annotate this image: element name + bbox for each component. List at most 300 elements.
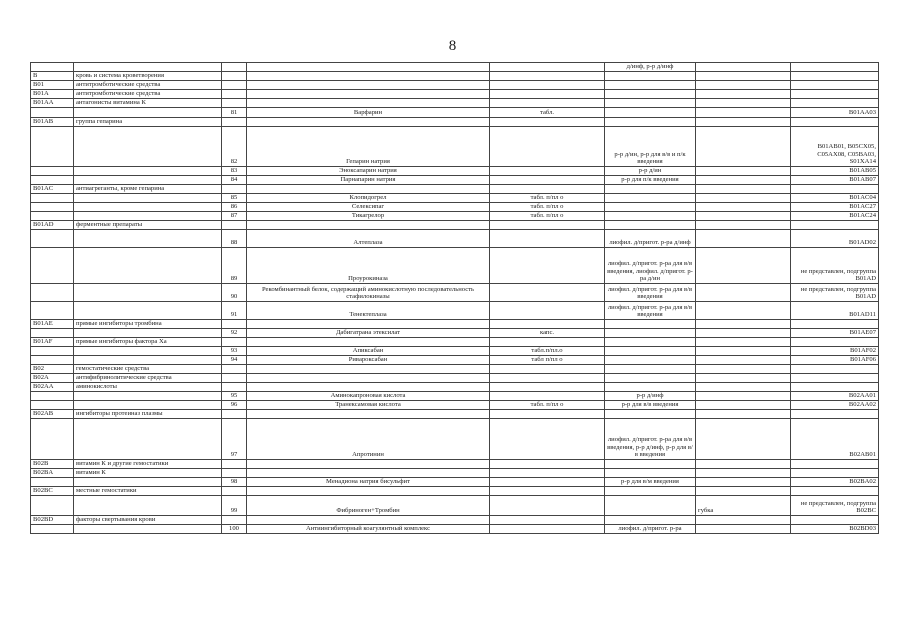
table-row — [31, 383, 879, 392]
cell-pres: р-р д/ин, р-р для в/в и п/к введения — [605, 127, 696, 167]
cell-drug: Парнапарин натрия — [247, 176, 490, 185]
cell-atc — [791, 469, 879, 478]
cell-name: антагонисты витамина К — [74, 99, 222, 108]
cell-drug: Рекомбинантный белок, содержащий аминокислотную последовательность стафилокиназы — [247, 284, 490, 302]
cell-code — [31, 356, 74, 365]
cell-atc — [791, 365, 879, 374]
cell-code — [31, 419, 74, 460]
cell-num — [222, 99, 247, 108]
cell-atc: B01AB07 — [791, 176, 879, 185]
cell-atc: не представлен, подгруппа B01AD — [791, 248, 879, 284]
cell-pres — [605, 212, 696, 221]
cell-drug — [247, 81, 490, 90]
cell-name — [74, 284, 222, 302]
cell-pres — [605, 203, 696, 212]
cell-pres: р-р для в/м введения — [605, 478, 696, 487]
cell-code — [31, 347, 74, 356]
cell-pres — [605, 72, 696, 81]
cell-name — [74, 392, 222, 401]
cell-drug: Ривароксабан — [247, 356, 490, 365]
cell-num — [222, 90, 247, 99]
cell-atc: не представлен, подгруппа B01AD — [791, 284, 879, 302]
cell-code — [31, 401, 74, 410]
cell-name — [74, 496, 222, 516]
cell-atc: B01AD02 — [791, 230, 879, 248]
cell-num: 84 — [222, 176, 247, 185]
cell-form — [490, 320, 605, 329]
table-row — [31, 496, 879, 516]
cell-drug — [247, 221, 490, 230]
cell-pres — [605, 487, 696, 496]
cell-drug — [247, 118, 490, 127]
cell-form — [490, 81, 605, 90]
cell-pres — [605, 90, 696, 99]
cell-atc: B01AA03 — [791, 108, 879, 118]
cell-drug — [247, 99, 490, 108]
cell-ann — [696, 194, 791, 203]
cell-drug — [247, 63, 490, 72]
table-row — [31, 460, 879, 469]
cell-drug: Антиингибиторный коагулянтный комплекс — [247, 525, 490, 534]
cell-name: антитромботические средства — [74, 81, 222, 90]
cell-atc: B01AF06 — [791, 356, 879, 365]
cell-atc: B01AD11 — [791, 302, 879, 320]
cell-code — [31, 496, 74, 516]
cell-atc — [791, 410, 879, 419]
cell-ann — [696, 356, 791, 365]
cell-num — [222, 118, 247, 127]
cell-name — [74, 419, 222, 460]
table-row — [31, 478, 879, 487]
cell-atc — [791, 72, 879, 81]
cell-atc: B01AC27 — [791, 203, 879, 212]
cell-drug: Селексипаг — [247, 203, 490, 212]
table-row — [31, 108, 879, 118]
cell-code: B01AB — [31, 118, 74, 127]
cell-name — [74, 176, 222, 185]
cell-num — [222, 365, 247, 374]
cell-ann — [696, 90, 791, 99]
cell-form: табл. п/пл о — [490, 212, 605, 221]
table-row — [31, 392, 879, 401]
table-row — [31, 63, 879, 72]
cell-num — [222, 221, 247, 230]
cell-num — [222, 410, 247, 419]
cell-num: 88 — [222, 230, 247, 248]
cell-num: 83 — [222, 167, 247, 176]
cell-drug — [247, 374, 490, 383]
drug-list-table — [30, 62, 879, 534]
table-row — [31, 338, 879, 347]
cell-code — [31, 284, 74, 302]
cell-drug: Эноксапарин натрия — [247, 167, 490, 176]
cell-name: местные гемостатики — [74, 487, 222, 496]
table-row — [31, 329, 879, 338]
cell-ann — [696, 469, 791, 478]
cell-ann — [696, 248, 791, 284]
cell-ann — [696, 419, 791, 460]
cell-ann — [696, 118, 791, 127]
cell-num — [222, 460, 247, 469]
cell-atc: не представлен, подгруппа B02BC — [791, 496, 879, 516]
cell-name: гемостатические средства — [74, 365, 222, 374]
cell-num: 87 — [222, 212, 247, 221]
cell-pres — [605, 374, 696, 383]
cell-ann — [696, 167, 791, 176]
cell-ann — [696, 127, 791, 167]
cell-drug: Тикагрелор — [247, 212, 490, 221]
cell-ann — [696, 478, 791, 487]
cell-form — [490, 374, 605, 383]
table-row — [31, 203, 879, 212]
table-row — [31, 410, 879, 419]
cell-atc — [791, 81, 879, 90]
cell-pres: д/инф, р-р д/инф — [605, 63, 696, 72]
cell-atc: B01AC04 — [791, 194, 879, 203]
cell-drug: Дабигатрана этексилат — [247, 329, 490, 338]
cell-ann — [696, 63, 791, 72]
cell-ann — [696, 284, 791, 302]
cell-num: 94 — [222, 356, 247, 365]
table-row — [31, 127, 879, 167]
cell-code: B01 — [31, 81, 74, 90]
cell-num: 99 — [222, 496, 247, 516]
cell-num: 81 — [222, 108, 247, 118]
cell-ann — [696, 185, 791, 194]
cell-code — [31, 167, 74, 176]
cell-num: 100 — [222, 525, 247, 534]
cell-ann — [696, 338, 791, 347]
cell-num — [222, 469, 247, 478]
cell-atc — [791, 460, 879, 469]
page-number: 8 — [448, 38, 457, 54]
cell-num — [222, 338, 247, 347]
cell-name — [74, 401, 222, 410]
cell-code: B01AA — [31, 99, 74, 108]
cell-form — [490, 248, 605, 284]
cell-drug: Апиксабан — [247, 347, 490, 356]
cell-form — [490, 90, 605, 99]
cell-code: B02AA — [31, 383, 74, 392]
cell-drug: Апротинин — [247, 419, 490, 460]
cell-code: B01AC — [31, 185, 74, 194]
cell-ann — [696, 374, 791, 383]
table-row — [31, 248, 879, 284]
table-row — [31, 221, 879, 230]
cell-pres: лиофил. д/пригот. р-ра для в/в введения — [605, 302, 696, 320]
cell-code — [31, 63, 74, 72]
cell-form — [490, 167, 605, 176]
cell-ann — [696, 392, 791, 401]
cell-atc — [791, 99, 879, 108]
cell-name — [74, 212, 222, 221]
cell-form — [490, 185, 605, 194]
cell-atc — [791, 118, 879, 127]
cell-code: B02BC — [31, 487, 74, 496]
cell-form — [490, 176, 605, 185]
cell-drug — [247, 320, 490, 329]
cell-form — [490, 478, 605, 487]
cell-ann — [696, 487, 791, 496]
cell-num — [222, 487, 247, 496]
cell-form — [490, 392, 605, 401]
table-row — [31, 469, 879, 478]
cell-code — [31, 525, 74, 534]
table-row — [31, 212, 879, 221]
cell-atc — [791, 90, 879, 99]
cell-name: ферментные препараты — [74, 221, 222, 230]
cell-name — [74, 329, 222, 338]
cell-ann — [696, 72, 791, 81]
cell-form — [490, 127, 605, 167]
cell-name: аминокислоты — [74, 383, 222, 392]
table-row — [31, 81, 879, 90]
cell-drug — [247, 410, 490, 419]
cell-drug: Алтеплаза — [247, 230, 490, 248]
cell-drug — [247, 185, 490, 194]
cell-name: факторы свертывания крови — [74, 516, 222, 525]
table-row — [31, 347, 879, 356]
cell-form — [490, 487, 605, 496]
cell-num — [222, 185, 247, 194]
cell-form — [490, 284, 605, 302]
cell-num: 90 — [222, 284, 247, 302]
cell-atc — [791, 374, 879, 383]
table-row — [31, 487, 879, 496]
cell-pres — [605, 410, 696, 419]
cell-pres: лиофил. д/пригот. р-ра для в/в введения — [605, 284, 696, 302]
cell-form — [490, 230, 605, 248]
cell-name: антиагреганты, кроме гепарина — [74, 185, 222, 194]
cell-drug — [247, 487, 490, 496]
cell-form — [490, 63, 605, 72]
cell-name — [74, 302, 222, 320]
table-row — [31, 401, 879, 410]
cell-code: B — [31, 72, 74, 81]
cell-pres — [605, 221, 696, 230]
cell-pres — [605, 185, 696, 194]
cell-code — [31, 230, 74, 248]
cell-atc: B02AA01 — [791, 392, 879, 401]
table-row — [31, 176, 879, 185]
cell-name — [74, 347, 222, 356]
cell-code: B02AB — [31, 410, 74, 419]
cell-ann — [696, 401, 791, 410]
cell-name — [74, 108, 222, 118]
cell-code — [31, 203, 74, 212]
cell-form — [490, 525, 605, 534]
cell-ann — [696, 410, 791, 419]
table-row — [31, 284, 879, 302]
cell-num: 92 — [222, 329, 247, 338]
cell-form — [490, 221, 605, 230]
cell-name — [74, 203, 222, 212]
table-row — [31, 365, 879, 374]
table-row — [31, 118, 879, 127]
cell-ann — [696, 81, 791, 90]
cell-form: табл. п/пл о — [490, 194, 605, 203]
cell-drug — [247, 90, 490, 99]
cell-drug: Проурокиназа — [247, 248, 490, 284]
cell-pres — [605, 329, 696, 338]
cell-drug: Аминокапроновая кислота — [247, 392, 490, 401]
cell-pres — [605, 99, 696, 108]
cell-pres: лиофил. д/пригот. р-ра д/инф — [605, 230, 696, 248]
cell-name — [74, 230, 222, 248]
cell-pres — [605, 496, 696, 516]
cell-drug: Варфарин — [247, 108, 490, 118]
table-row — [31, 167, 879, 176]
cell-ann — [696, 460, 791, 469]
cell-ann — [696, 525, 791, 534]
cell-num: 85 — [222, 194, 247, 203]
cell-atc: B02BD03 — [791, 525, 879, 534]
cell-ann — [696, 176, 791, 185]
cell-name: прямые ингибиторы тромбина — [74, 320, 222, 329]
cell-drug: Менадиона натрия бисульфит — [247, 478, 490, 487]
cell-atc — [791, 63, 879, 72]
cell-code: B01AD — [31, 221, 74, 230]
cell-ann — [696, 108, 791, 118]
cell-num: 96 — [222, 401, 247, 410]
cell-num — [222, 374, 247, 383]
cell-num: 86 — [222, 203, 247, 212]
cell-form — [490, 419, 605, 460]
cell-code — [31, 329, 74, 338]
cell-atc: B01AB01, B05CX05, C05AX08, C05BA03, S01XA14 — [791, 127, 879, 167]
cell-form: табл. п/пл о — [490, 203, 605, 212]
cell-ann — [696, 320, 791, 329]
cell-code — [31, 176, 74, 185]
cell-name: витамин К — [74, 469, 222, 478]
cell-num: 97 — [222, 419, 247, 460]
cell-name: группа гепарина — [74, 118, 222, 127]
cell-atc — [791, 320, 879, 329]
cell-atc: B01AF02 — [791, 347, 879, 356]
cell-atc — [791, 221, 879, 230]
cell-code: B02B — [31, 460, 74, 469]
cell-ann — [696, 347, 791, 356]
cell-pres — [605, 194, 696, 203]
cell-drug — [247, 365, 490, 374]
table-row — [31, 419, 879, 460]
cell-form — [490, 383, 605, 392]
cell-pres: р-р д/инф — [605, 392, 696, 401]
cell-name: ингибиторы протеиназ плазмы — [74, 410, 222, 419]
cell-ann — [696, 302, 791, 320]
cell-pres: р-р д/ин — [605, 167, 696, 176]
cell-pres — [605, 356, 696, 365]
cell-name: витамин К и другие гемостатики — [74, 460, 222, 469]
cell-drug: Клопидогрел — [247, 194, 490, 203]
table-row — [31, 525, 879, 534]
cell-atc: B01AC24 — [791, 212, 879, 221]
cell-ann — [696, 329, 791, 338]
cell-atc: B01AB05 — [791, 167, 879, 176]
cell-atc — [791, 516, 879, 525]
cell-drug: Транексамовая кислота — [247, 401, 490, 410]
cell-code — [31, 108, 74, 118]
cell-form — [490, 99, 605, 108]
cell-code — [31, 212, 74, 221]
cell-pres: р-р для п/к введения — [605, 176, 696, 185]
table-row — [31, 185, 879, 194]
cell-atc — [791, 338, 879, 347]
cell-pres: лиофил. д/пригот. р-ра — [605, 525, 696, 534]
cell-pres — [605, 460, 696, 469]
cell-form — [490, 118, 605, 127]
table-row — [31, 320, 879, 329]
cell-atc — [791, 383, 879, 392]
cell-form: табл.п/пл.о — [490, 347, 605, 356]
cell-ann — [696, 212, 791, 221]
table-row — [31, 72, 879, 81]
cell-atc — [791, 487, 879, 496]
table-row — [31, 90, 879, 99]
cell-drug: Тенектеплаза — [247, 302, 490, 320]
cell-num: 89 — [222, 248, 247, 284]
cell-form: табл п/пл о — [490, 356, 605, 365]
cell-code — [31, 478, 74, 487]
table-row — [31, 302, 879, 320]
cell-num — [222, 516, 247, 525]
cell-pres — [605, 118, 696, 127]
cell-form — [490, 496, 605, 516]
cell-pres: лиофил. д/пригот. р-ра для в/в введения, р-р д/инф, р-р для в/в введения — [605, 419, 696, 460]
cell-num — [222, 383, 247, 392]
cell-name — [74, 63, 222, 72]
cell-drug: Гепарин натрия — [247, 127, 490, 167]
cell-form — [490, 410, 605, 419]
cell-form: табл. п/пл о — [490, 401, 605, 410]
cell-num — [222, 320, 247, 329]
cell-ann — [696, 516, 791, 525]
cell-drug — [247, 72, 490, 81]
cell-name: кровь и система кроветворения — [74, 72, 222, 81]
cell-pres — [605, 338, 696, 347]
cell-num — [222, 72, 247, 81]
cell-drug — [247, 516, 490, 525]
cell-name — [74, 356, 222, 365]
cell-name — [74, 248, 222, 284]
cell-name — [74, 127, 222, 167]
cell-name: антитромботические средства — [74, 90, 222, 99]
cell-drug: Фибриноген+Тромбин — [247, 496, 490, 516]
table-row — [31, 99, 879, 108]
cell-code — [31, 127, 74, 167]
table-row — [31, 356, 879, 365]
table-row — [31, 516, 879, 525]
cell-form — [490, 302, 605, 320]
cell-name — [74, 478, 222, 487]
cell-num: 98 — [222, 478, 247, 487]
cell-pres — [605, 81, 696, 90]
cell-atc — [791, 185, 879, 194]
cell-pres — [605, 516, 696, 525]
cell-drug — [247, 383, 490, 392]
cell-pres — [605, 469, 696, 478]
cell-pres — [605, 383, 696, 392]
cell-ann — [696, 365, 791, 374]
cell-num — [222, 63, 247, 72]
cell-form — [490, 365, 605, 374]
cell-name — [74, 167, 222, 176]
cell-pres — [605, 108, 696, 118]
cell-code: B01AE — [31, 320, 74, 329]
cell-pres: р-р для в/в введения — [605, 401, 696, 410]
cell-form: капс. — [490, 329, 605, 338]
cell-code: B02A — [31, 374, 74, 383]
